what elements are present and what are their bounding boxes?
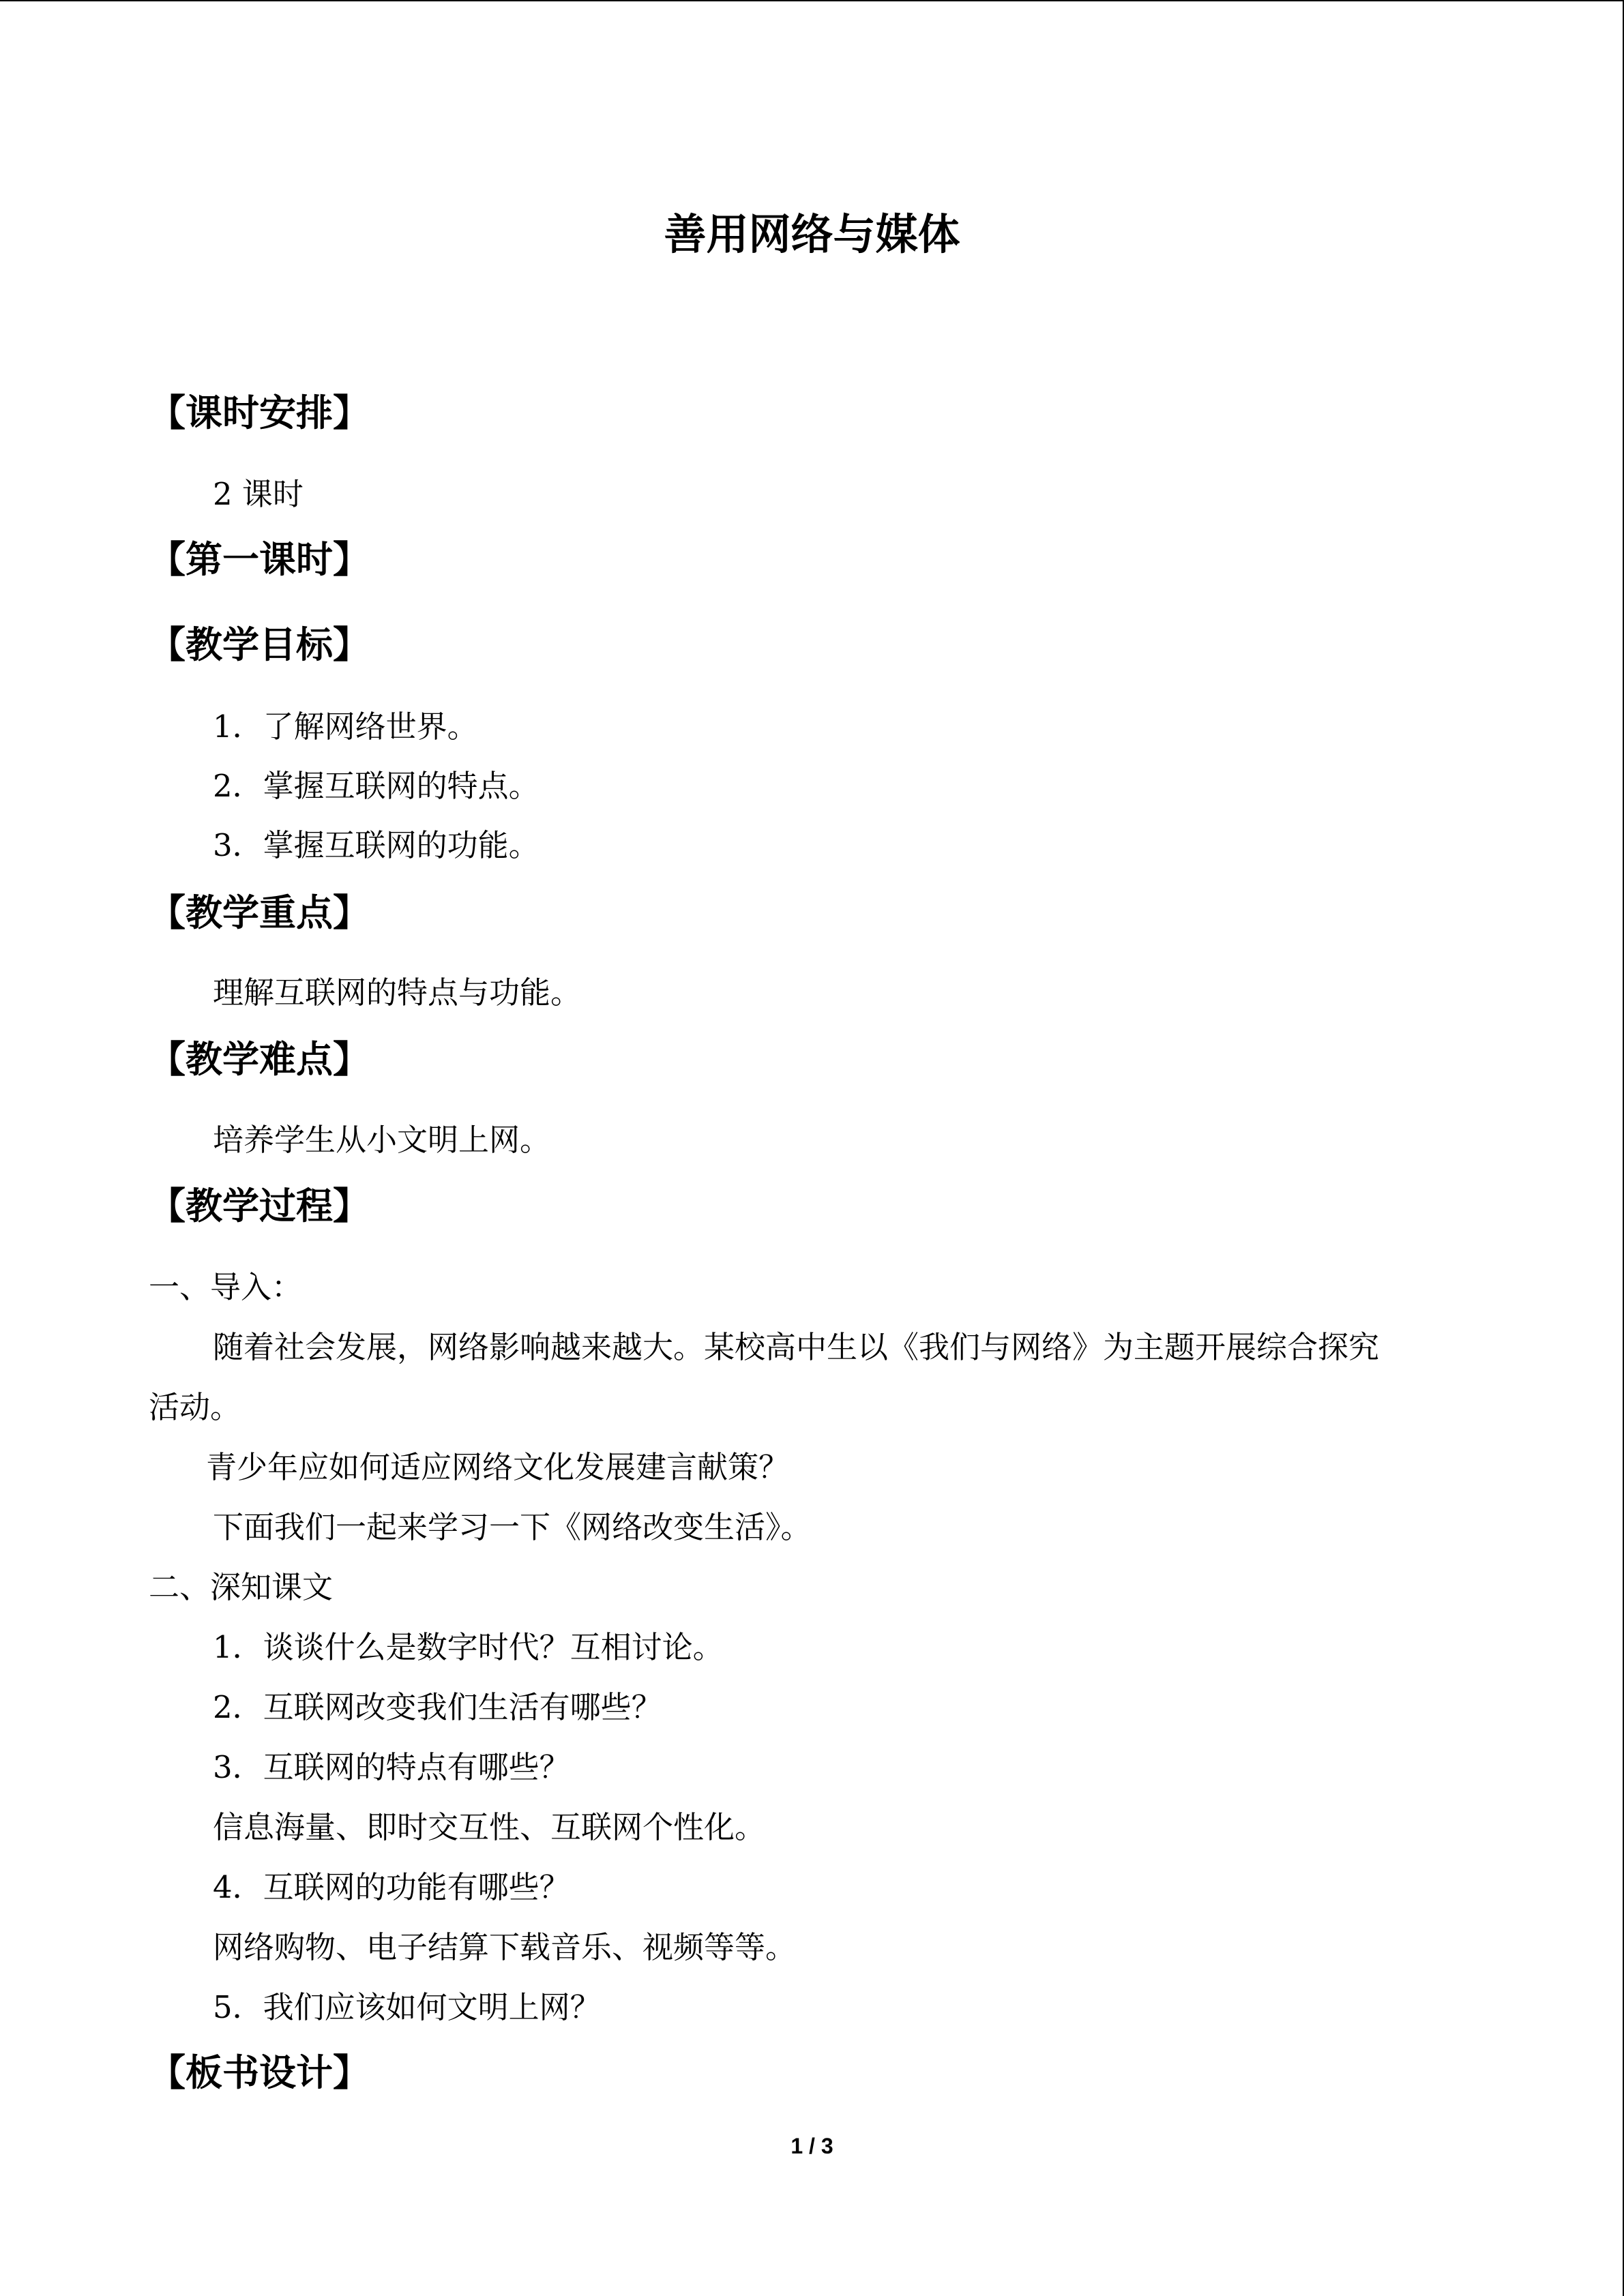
- study-item: 4．互联网的功能有哪些？: [213, 1869, 570, 1905]
- heading-process: 【教学过程】: [149, 1184, 370, 1227]
- study-item: 2．互联网改变我们生活有哪些？: [213, 1689, 662, 1725]
- goal-item: 1．了解网络世界。: [213, 709, 478, 745]
- difficulties-text: 培养学生从小文明上网。: [213, 1122, 551, 1158]
- document-title: 善用网络与媒体: [664, 209, 960, 259]
- study-item: 3．互联网的特点有哪些？: [213, 1749, 570, 1785]
- intro-question: 青少年应如何适应网络文化发展建言献策？: [206, 1449, 790, 1485]
- heading-difficulties: 【教学难点】: [149, 1037, 370, 1081]
- goal-item: 3．掌握互联网的功能。: [213, 827, 540, 863]
- intro-next: 下面我们一起来学习一下《网络改变生活》。: [213, 1509, 812, 1545]
- intro-paragraph-line1: 随着社会发展，网络影响越来越大。某校高中生以《我们与网络》为主题开展综合探究: [213, 1329, 1380, 1365]
- goal-item: 2．掌握互联网的特点。: [213, 768, 540, 804]
- schedule-text: 2 课时: [213, 476, 304, 512]
- study-item: 1．谈谈什么是数字时代？互相讨论。: [213, 1629, 724, 1665]
- heading-goals: 【教学目标】: [149, 623, 370, 666]
- page-number: 1 / 3: [791, 2134, 833, 2158]
- study-item: 信息海量、即时交互性、互联网个性化。: [213, 1809, 766, 1845]
- intro-label: 一、导入：: [149, 1269, 303, 1305]
- intro-paragraph-line2: 活动。: [149, 1389, 241, 1425]
- study-item: 5．我们应该如何文明上网？: [213, 1989, 601, 2025]
- heading-key-points: 【教学重点】: [149, 891, 370, 934]
- key-points-text: 理解互联网的特点与功能。: [213, 974, 582, 1011]
- study-item: 网络购物、电子结算下载音乐、视频等等。: [213, 1929, 797, 1965]
- study-label: 二、深知课文: [149, 1569, 334, 1605]
- heading-schedule: 【课时安排】: [149, 391, 370, 434]
- heading-board-design: 【板书设计】: [149, 2051, 370, 2094]
- heading-first-lesson: 【第一课时】: [149, 537, 370, 581]
